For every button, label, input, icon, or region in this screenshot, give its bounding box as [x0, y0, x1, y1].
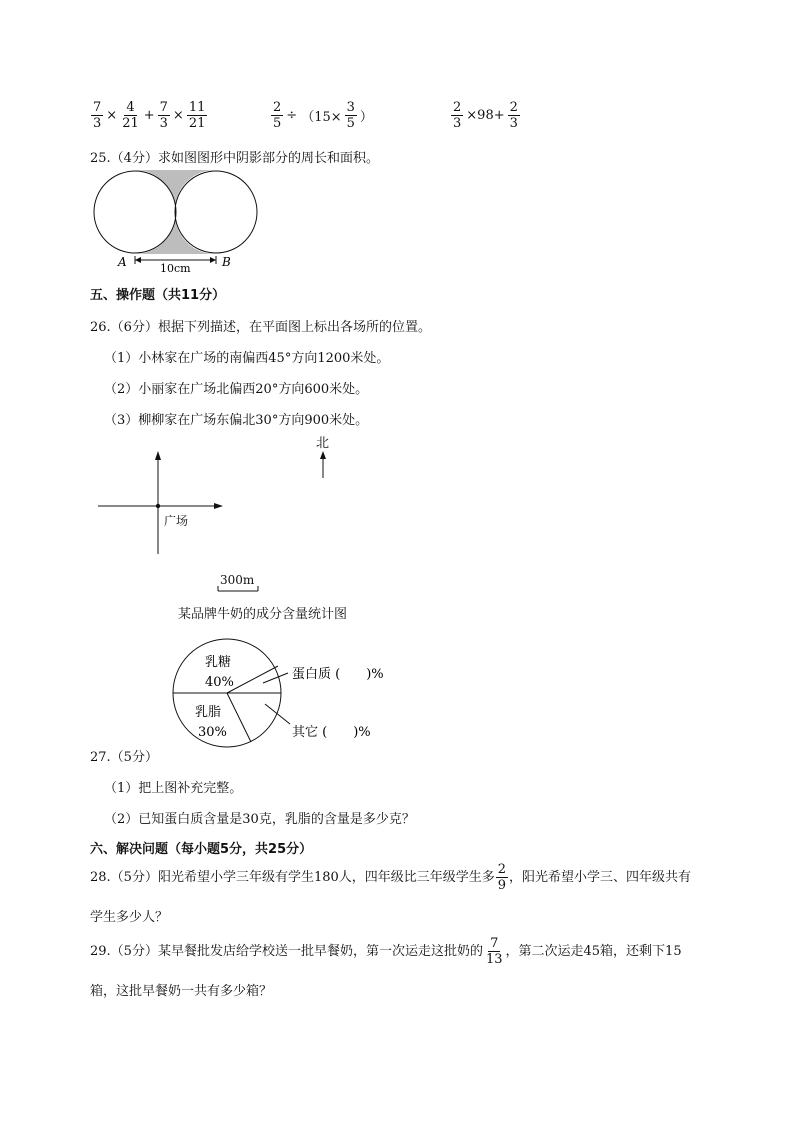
- expression-3: [450, 100, 521, 131]
- coordinate-axes: [94, 450, 234, 560]
- frac-denominator: 5: [273, 116, 282, 131]
- pie-divider-other: [227, 693, 251, 742]
- frac-numerator: 7: [159, 100, 168, 115]
- arrow-head-right: [210, 257, 216, 263]
- frac-denominator: 21: [122, 116, 139, 131]
- operator: ×: [106, 108, 118, 123]
- question-25: 25.（4分）求如图图形中阴影部分的周长和面积。: [90, 151, 379, 166]
- operator: ×98+: [466, 108, 505, 123]
- slice-label-protein: 蛋白质 ( )%: [292, 667, 384, 682]
- q26-item-1: （1）小林家在广场的南偏西45°方向1200米处。: [104, 351, 390, 366]
- q28-line-2: 学生多少人？: [90, 910, 169, 925]
- slice-label-lactose: 乳糖: [205, 655, 232, 670]
- leader-line-protein: [263, 673, 288, 683]
- q26-item-2: （2）小丽家在广场北偏西20°方向600米处。: [104, 382, 369, 397]
- right-circle: [175, 171, 257, 253]
- north-label: 北: [316, 436, 330, 451]
- q27-item-1: （1）把上图补充完整。: [104, 781, 243, 796]
- arrow-head-left: [135, 257, 141, 263]
- question-26: 26.（6分）根据下列描述，在平面图上标出各场所的位置。: [90, 320, 431, 335]
- slice-label-other: 其它 ( )%: [292, 725, 371, 740]
- q28-text-after: ，阳光希望小学三、四年级共有: [509, 870, 692, 885]
- circles-figure: [88, 165, 268, 275]
- frac-denominator: 13: [485, 952, 503, 967]
- frac-denominator: 5: [346, 116, 355, 131]
- frac-numerator: 4: [126, 100, 135, 115]
- label-b: B: [222, 255, 231, 269]
- frac-denominator: 9: [497, 878, 507, 893]
- scale-label: 300m: [220, 573, 255, 587]
- q27-item-2: （2）已知蛋白质含量是30克，乳脂的含量是多少克？: [104, 812, 415, 827]
- q26-item-3: （3）柳柳家在广场东偏北30°方向900米处。: [104, 413, 369, 428]
- origin-point: [156, 504, 160, 508]
- frac-numerator: 7: [490, 936, 499, 951]
- frac-numerator: 2: [273, 100, 282, 115]
- q29-text-after: ，第二次运走45箱，还剩下15: [505, 944, 682, 959]
- slice-label-fat: 乳脂: [195, 705, 222, 720]
- question-29: [90, 936, 682, 967]
- expression-1: [90, 100, 208, 131]
- scale-bar: [216, 585, 262, 593]
- label-a: A: [118, 255, 127, 269]
- north-arrow-icon: [316, 450, 330, 480]
- operator: ×: [172, 108, 184, 123]
- frac-numerator: 2: [453, 100, 462, 115]
- operator: ÷: [286, 108, 298, 123]
- question-28: [90, 862, 691, 893]
- slice-value-fat: 30%: [198, 725, 227, 740]
- frac-numerator: 3: [346, 100, 355, 115]
- paren-text: ）: [359, 110, 373, 125]
- leader-line-other: [265, 704, 290, 724]
- frac-numerator: 2: [497, 862, 507, 877]
- dimension-label: 10cm: [160, 262, 191, 275]
- frac-denominator: 3: [453, 116, 462, 131]
- frac-denominator: 3: [509, 116, 518, 131]
- left-circle: [94, 171, 176, 253]
- frac-denominator: 3: [93, 116, 102, 131]
- section-6-title: 六、解决问题（每小题5分，共25分）: [90, 842, 313, 857]
- frac-denominator: 3: [159, 116, 168, 131]
- pie-divider-protein: [227, 666, 278, 693]
- question-27: 27.（5分）: [90, 750, 158, 765]
- frac-numerator: 7: [93, 100, 102, 115]
- paren-text: （15×: [301, 110, 342, 125]
- q29-line-2: 箱，这批早餐奶一共有多少箱？: [90, 984, 273, 999]
- slice-value-lactose: 40%: [205, 675, 234, 690]
- expression-2: [270, 100, 375, 131]
- frac-numerator: 11: [188, 100, 206, 115]
- q28-text-before: 28.（5分）阳光希望小学三年级有学生180人，四年级比三年级学生多: [90, 870, 495, 885]
- frac-numerator: 2: [509, 100, 518, 115]
- pie-chart: [170, 636, 420, 756]
- origin-label: 广场: [164, 514, 189, 528]
- chart-title: 某品牌牛奶的成分含量统计图: [178, 607, 348, 622]
- section-5-title: 五、操作题（共11分）: [90, 288, 226, 303]
- frac-denominator: 21: [188, 116, 206, 131]
- q29-text-before: 29.（5分）某早餐批发店给学校送一批早餐奶，第一次运走这批奶的: [90, 944, 483, 959]
- operator: +: [143, 108, 155, 123]
